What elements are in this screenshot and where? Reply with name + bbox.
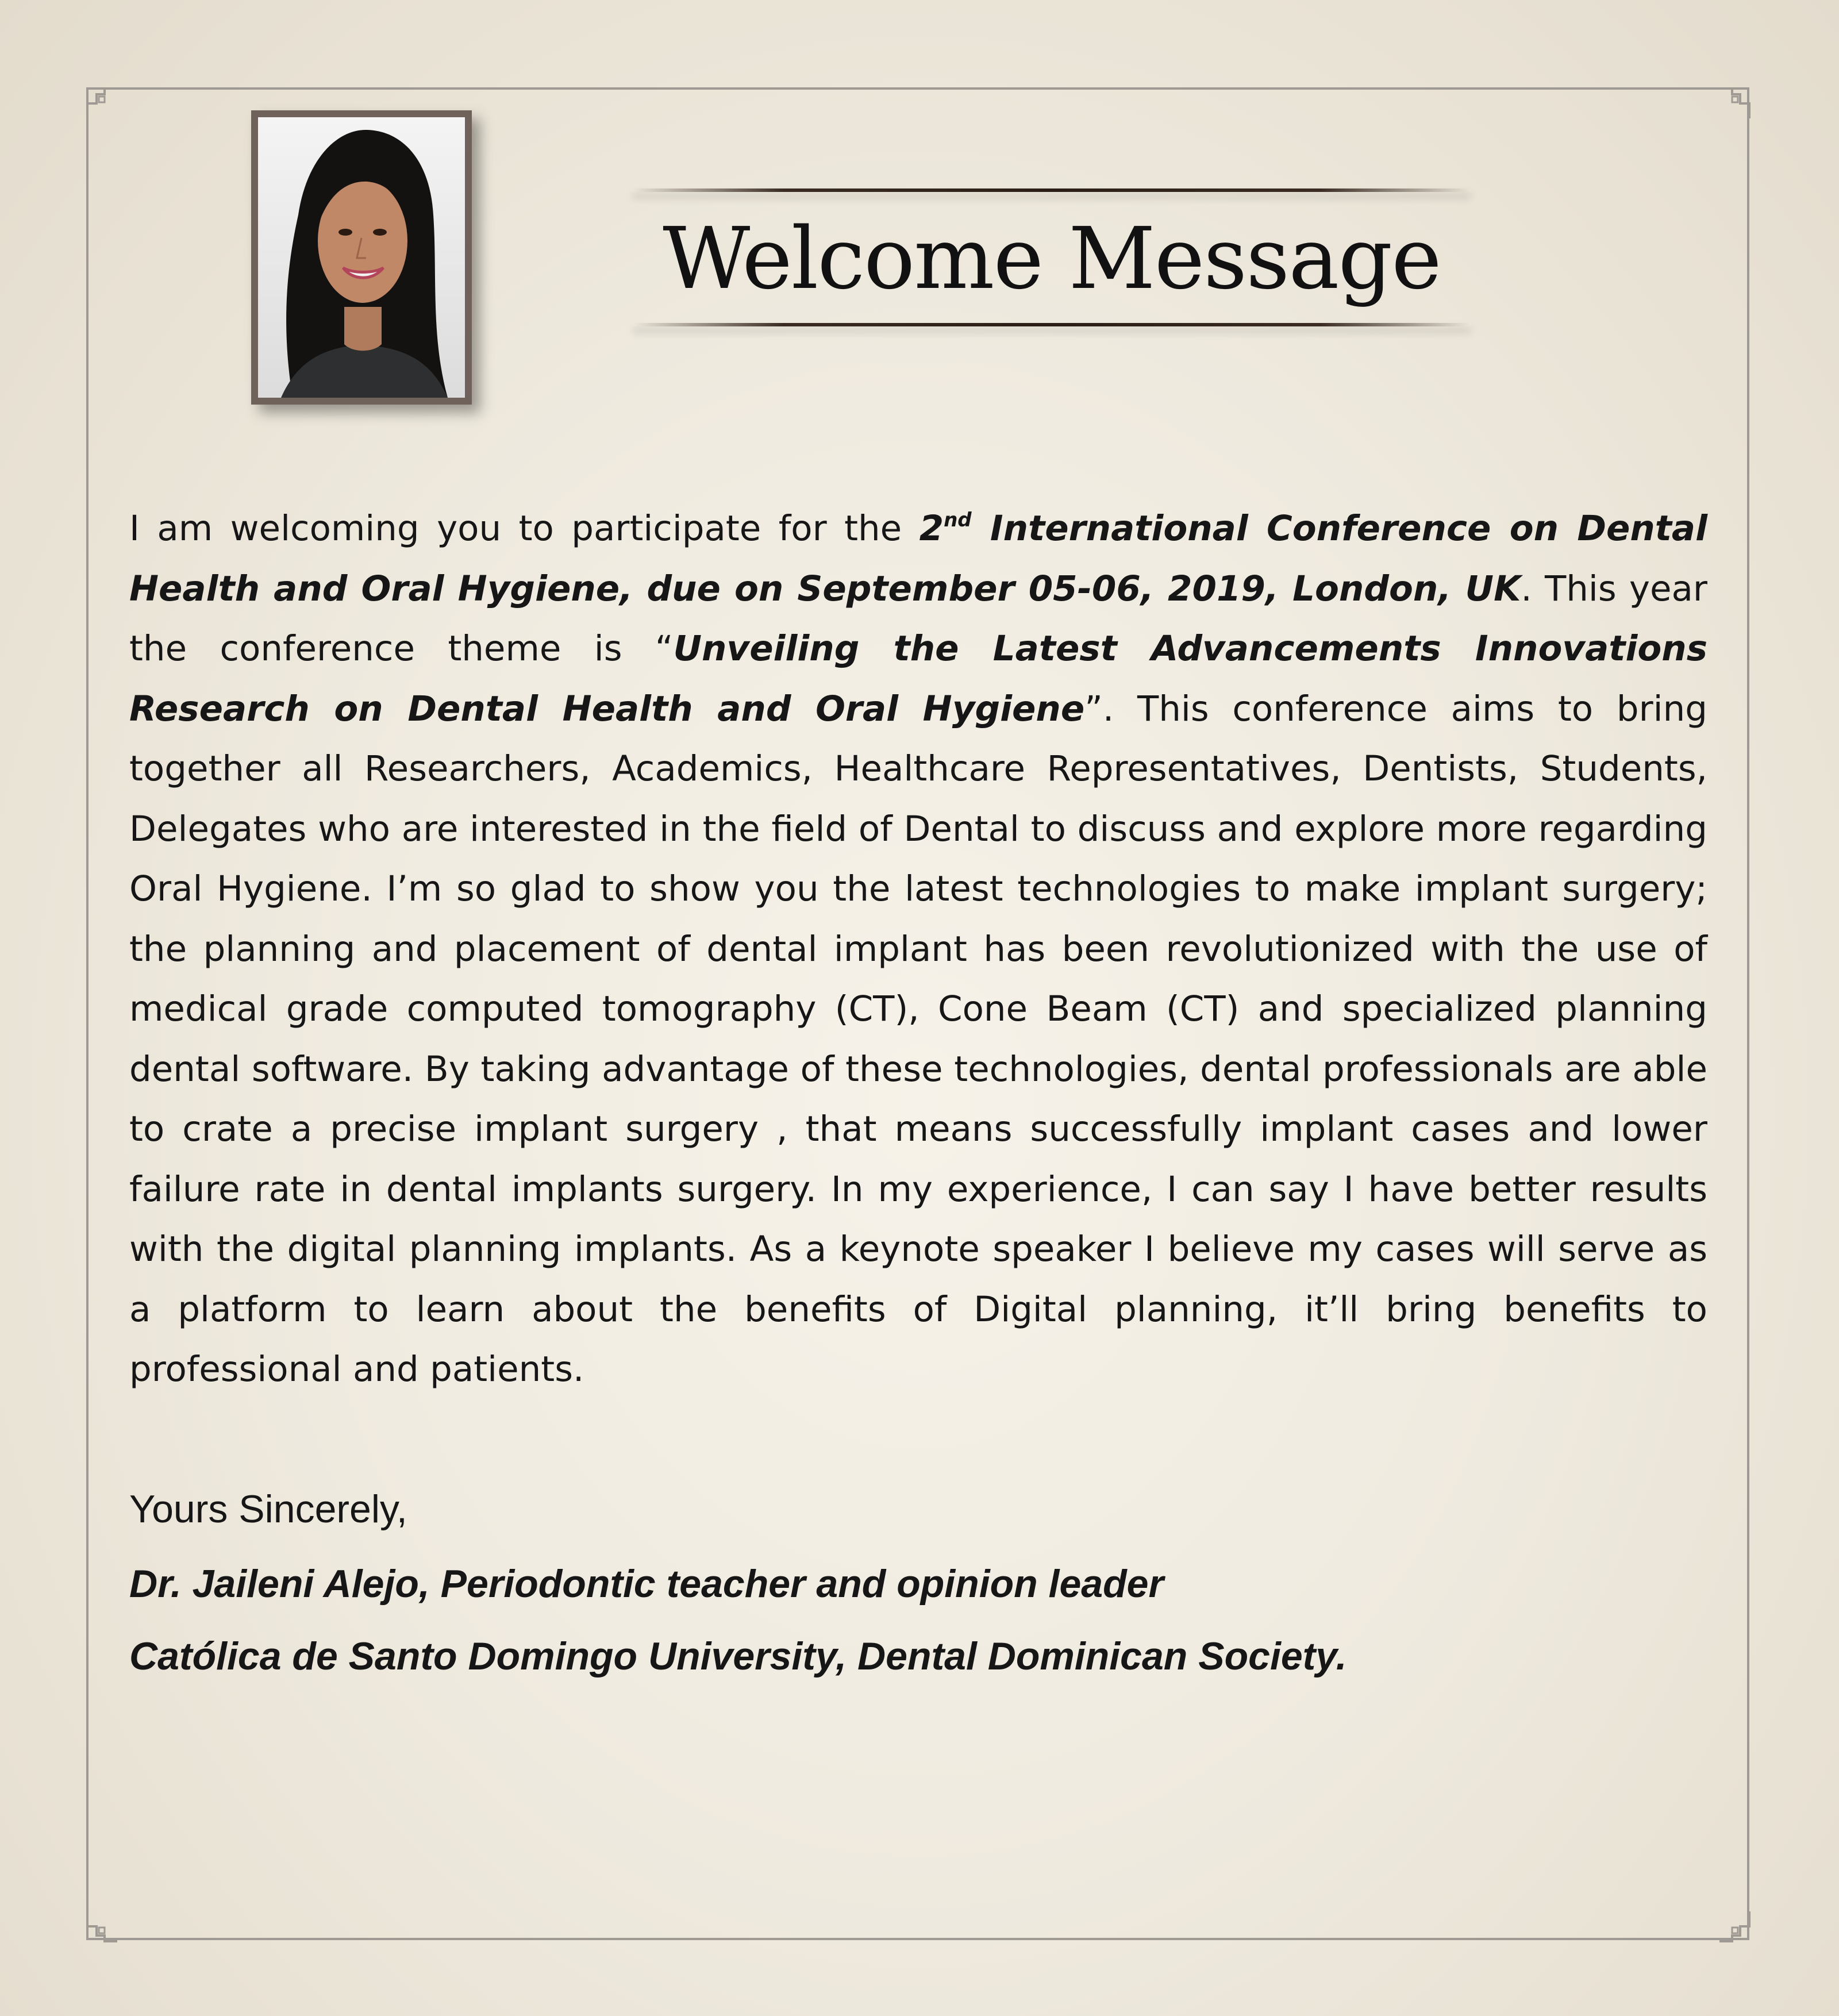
title-rule-bottom: [632, 323, 1471, 326]
page-title: Welcome Message: [663, 209, 1441, 308]
conference-ordinal: 2: [919, 508, 944, 549]
conference-ordinal-suffix: nd: [944, 509, 972, 532]
corner-ornament-icon: [1717, 86, 1752, 121]
signature-affiliation: Católica de Santo Domingo University, Dental Dominican Society.: [129, 1634, 1347, 1678]
speaker-portrait-photo: [251, 110, 472, 405]
conference-theme: Unveiling the Latest Advancements Innovations Research on Dental Health and Oral Hygiene: [129, 628, 1707, 729]
body-text-main: ”. This conference aims to bring together all Researchers, Academics, Healthcare Representatives, Dentists, Students, Delegates who are interested in the field of Dental to discuss and explore more regarding Oral Hygiene. I’m so glad to show you the latest technologies to make implant surgery; the planning and placement of dental implant has been revolutionized with the use of medical grade computed tomography (CT), Cone Beam (CT) and specialized planning dental software. By taking advantage of these technologies, dental professionals are able to crate a precise implant surgery , that means successfully implant cases and lower failure rate in dental implants surgery. In my experience, I can say I have better results with the digital planning implants. As a keynote speaker I believe my cases will serve as a platform to learn about the benefits of Digital planning, it’ll bring benefits to professional and patients.: [129, 688, 1707, 1390]
signature-name-title: Dr. Jaileni Alejo, Periodontic teacher and opinion leader: [129, 1562, 1164, 1606]
corner-ornament-icon: [1717, 1909, 1752, 1944]
body-text-theme-intro: . This year the conference theme is “: [129, 568, 1707, 669]
corner-ornament-icon: [85, 86, 120, 121]
welcome-message-body: [129, 499, 1707, 1400]
conference-title-date: International Conference on Dental Health and Oral Hygiene, due on September 05-06, 2019, London, UK: [129, 508, 1707, 609]
corner-ornament-icon: [85, 1909, 120, 1944]
closing-salutation: Yours Sincerely,: [129, 1487, 407, 1531]
welcome-title-block: [632, 183, 1471, 332]
portrait-photo-icon: [258, 117, 465, 398]
body-text-intro: I am welcoming you to participate for the: [129, 508, 920, 549]
title-rule-top: [632, 188, 1471, 192]
